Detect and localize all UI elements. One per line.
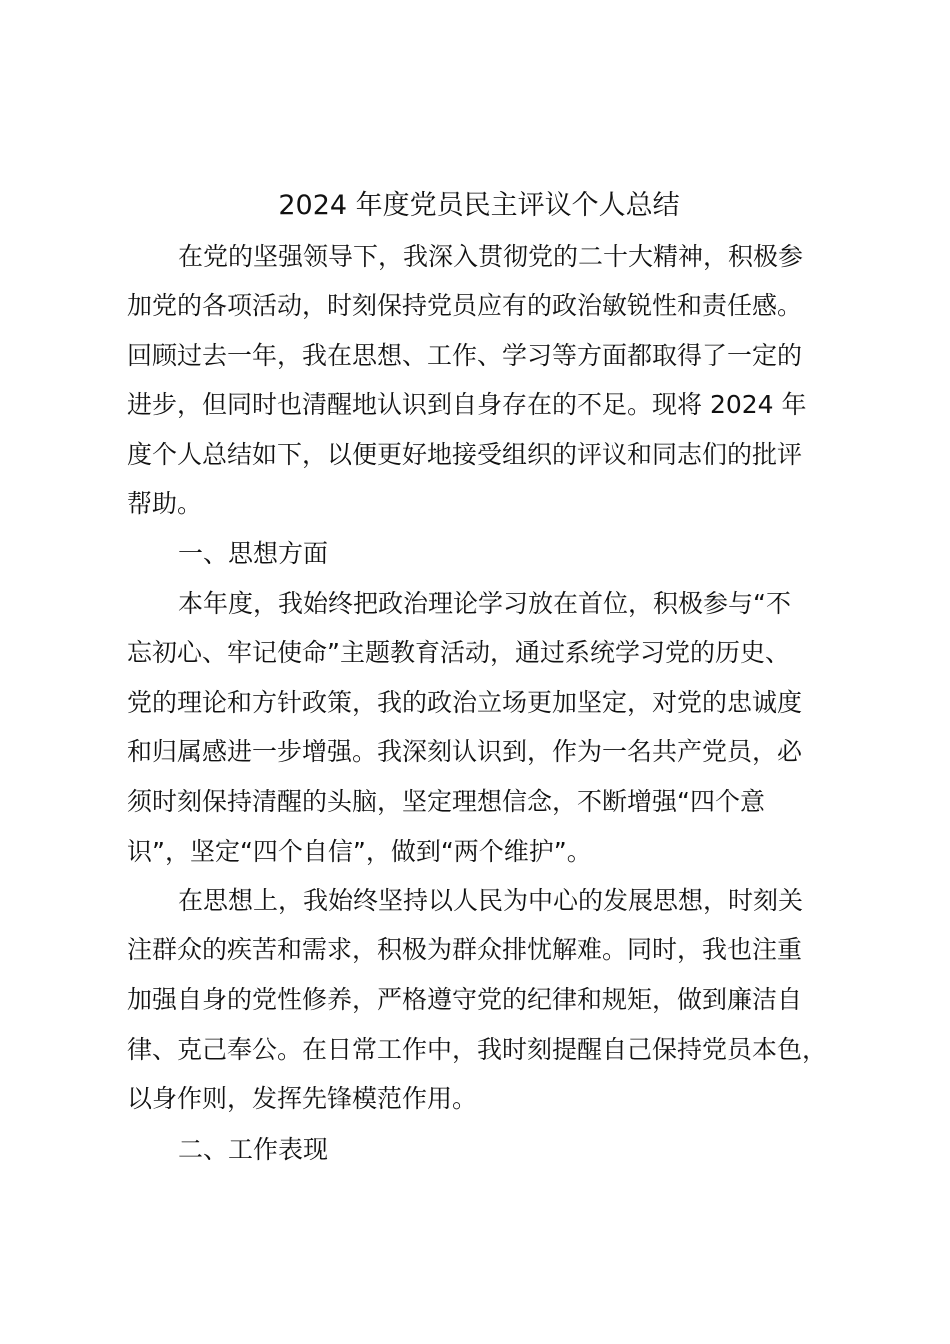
paragraph-line: 识”，坚定“四个自信”，做到“两个维护”。 bbox=[127, 837, 592, 866]
paragraph-line: 党的理论和方针政策，我的政治立场更加坚定，对党的忠诚度 bbox=[127, 688, 803, 717]
paragraph-line: 和归属感进一步增强。我深刻认识到，作为一名共产党员，必 bbox=[127, 737, 803, 766]
paragraph-line: 回顾过去一年，我在思想、工作、学习等方面都取得了一定的 bbox=[127, 341, 803, 370]
paragraph-line: 注群众的疾苦和需求，积极为群众排忧解难。同时，我也注重 bbox=[127, 935, 803, 964]
section-heading: 二、工作表现 bbox=[178, 1135, 329, 1164]
paragraph-line: 在思想上，我始终坚持以人民为中心的发展思想，时刻关 bbox=[178, 886, 804, 915]
paragraph-line: 忘初心、牢记使命”主题教育活动，通过系统学习党的历史、 bbox=[127, 638, 790, 667]
paragraph-line: 度个人总结如下，以便更好地接受组织的评议和同志们的批评 bbox=[127, 440, 803, 469]
paragraph-line: 加党的各项活动，时刻保持党员应有的政治敏锐性和责任感。 bbox=[127, 291, 803, 320]
paragraph-line: 加强自身的党性修养，严格遵守党的纪律和规矩，做到廉洁自 bbox=[127, 985, 803, 1014]
paragraph-line: 律、克己奉公。在日常工作中，我时刻提醒自己保持党员本色， bbox=[127, 1035, 828, 1064]
paragraph-line: 须时刻保持清醒的头脑，坚定理想信念，不断增强“四个意 bbox=[127, 787, 765, 816]
paragraph-line: 进步，但同时也清醒地认识到自身存在的不足。现将 2024 年 bbox=[127, 390, 807, 419]
paragraph-line: 在党的坚强领导下，我深入贯彻党的二十大精神，积极参 bbox=[178, 242, 804, 271]
paragraph-line: 本年度，我始终把政治理论学习放在首位，积极参与“不 bbox=[178, 589, 791, 618]
paragraph-line: 帮助。 bbox=[127, 489, 203, 518]
document-title: 2024 年度党员民主评议个人总结 bbox=[278, 190, 680, 221]
section-heading: 一、思想方面 bbox=[178, 539, 329, 568]
paragraph-line: 以身作则，发挥先锋模范作用。 bbox=[127, 1084, 478, 1113]
